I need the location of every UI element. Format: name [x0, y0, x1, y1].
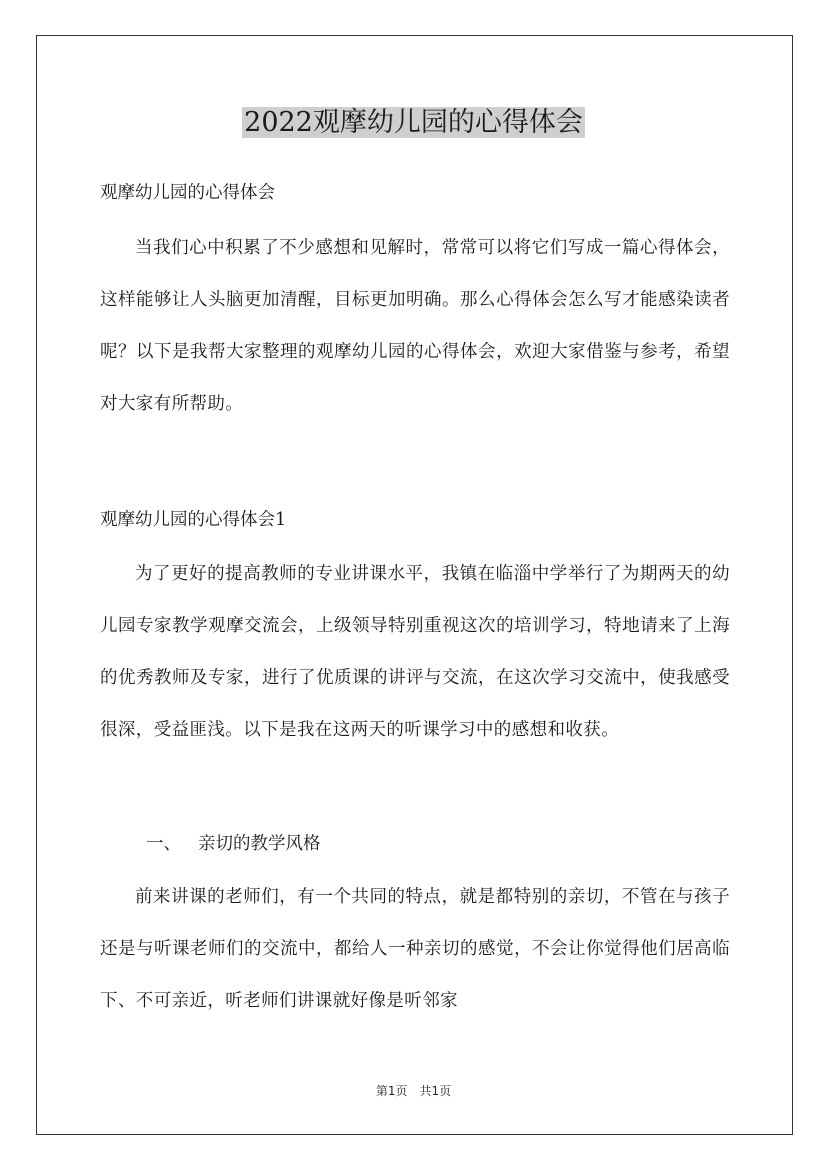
document-subtitle: 观摩幼儿园的心得体会	[100, 183, 275, 203]
document-title	[0, 103, 827, 143]
intro-paragraph: 当我们心中积累了不少感想和见解时，常常可以将它们写成一篇心得体会，这样能够让人头脑更加清醒，目标更加明确。那么心得体会怎么写才能感染读者呢？以下是我帮大家整理的观摩幼儿园的心得体会，欢迎大家借鉴与参考，希望对大家有所帮助。	[100, 238, 730, 414]
list-number: 一、	[146, 834, 181, 854]
document-title-text: 2022观摩幼儿园的心得体会	[244, 107, 583, 138]
list-heading	[146, 818, 321, 870]
list-heading-text: 亲切的教学风格	[198, 834, 321, 854]
page-number: 第1页 共1页	[375, 1084, 452, 1098]
body-paragraph: 前来讲课的老师们，有一个共同的特点，就是都特别的亲切，不管在与孩子还是与听课老师们的交流中，都给人一种亲切的感觉，不会让你觉得他们居高临下、不可亲近，听老师们讲课就好像是听邻家	[100, 887, 730, 1011]
body-paragraph: 为了更好的提高教师的专业讲课水平，我镇在临淄中学举行了为期两天的幼儿园专家教学观摩交流会，上级领导特别重视这次的培训学习，特地请来了上海的优秀教师及专家，进行了优质课的讲评与交流，在这次学习交流中，使我感受很深，受益匪浅。以下是我在这两天的听课学习中的感想和收获。	[100, 564, 730, 740]
section-heading: 观摩幼儿园的心得体会1	[100, 510, 287, 530]
